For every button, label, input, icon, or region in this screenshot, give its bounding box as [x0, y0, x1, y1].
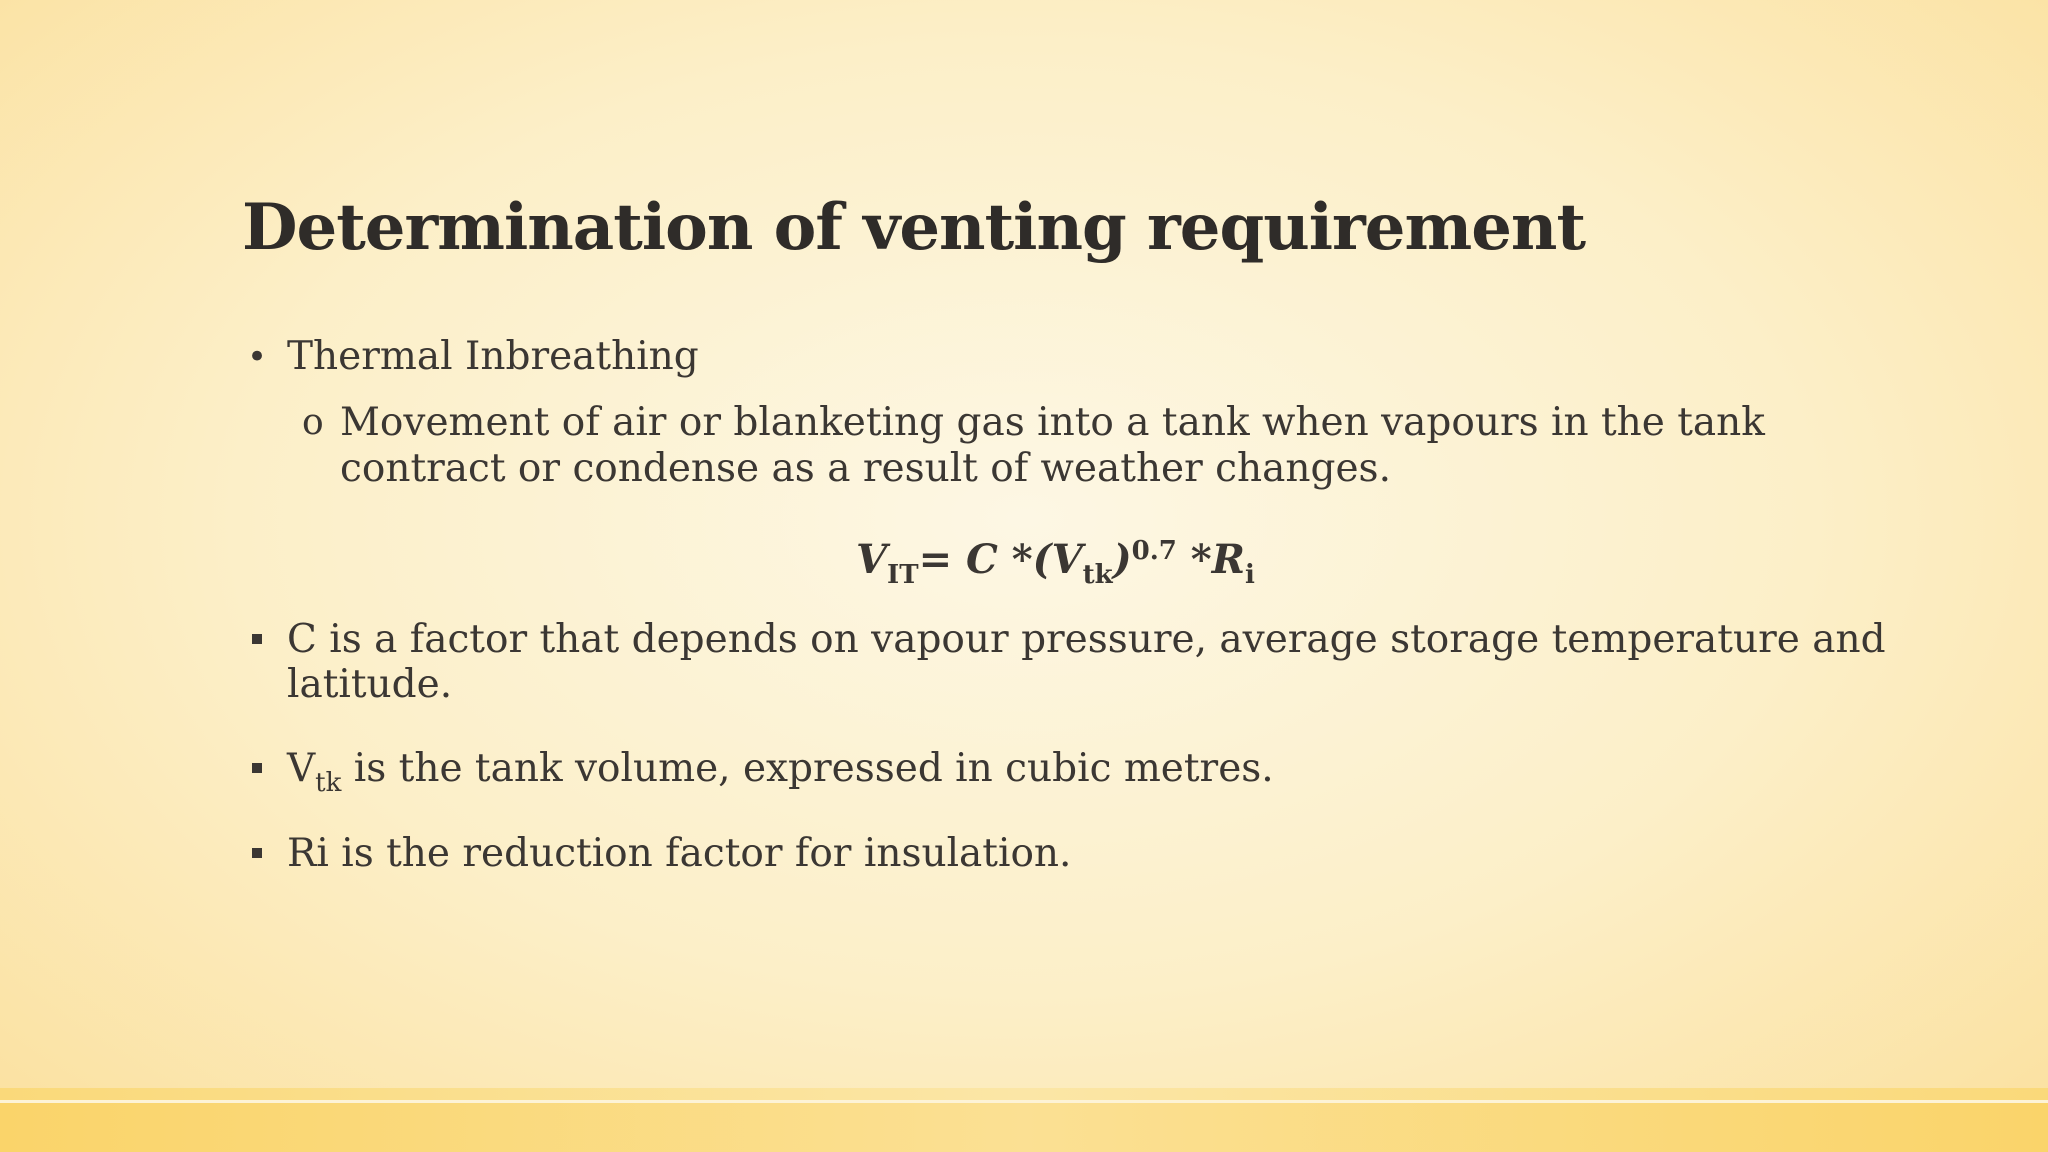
sub-bullet-line-1: Movement of air or blanketing gas into a tank when vapours in the tank	[340, 400, 1765, 445]
formula-close-paren: )	[1112, 536, 1132, 583]
bullet-c-factor-line-1: C is a factor that depends on vapour pressure, average storage temperature and	[287, 617, 1886, 662]
formula-lhs-sub: IT	[887, 560, 919, 590]
formula-lhs-var: V	[856, 536, 888, 583]
formula-eq: = C *(V	[918, 536, 1083, 583]
formula-inner-sub: tk	[1082, 560, 1113, 590]
formula-exponent: 0.7	[1131, 536, 1177, 566]
bullet-thermal-inbreathing: Thermal Inbreathing	[287, 334, 699, 379]
bullet-reduction-factor: Ri is the reduction factor for insulation.	[287, 831, 1072, 876]
round-bullet-icon: •	[247, 337, 268, 377]
bullet-c-factor-line-2: latitude.	[287, 662, 453, 707]
bullet-tank-volume	[287, 746, 1274, 806]
tank-volume-sub: tk	[315, 768, 342, 798]
square-bullet-icon	[252, 634, 262, 644]
footer-stripe-thin	[0, 1088, 2048, 1100]
formula-r-sub: i	[1244, 560, 1255, 590]
square-bullet-icon	[252, 763, 262, 773]
formula	[856, 528, 1255, 598]
footer-stripe-thick	[0, 1103, 2048, 1152]
tank-volume-var: V	[287, 746, 316, 791]
square-bullet-icon	[252, 848, 262, 858]
sub-bullet-line-2: contract or condense as a result of weather changes.	[340, 446, 1391, 491]
slide-title: Determination of venting requirement	[242, 190, 1585, 265]
tank-volume-text: is the tank volume, expressed in cubic metres.	[341, 746, 1274, 791]
formula-times: *R	[1176, 536, 1245, 583]
sub-bullet-marker: o	[302, 402, 324, 443]
